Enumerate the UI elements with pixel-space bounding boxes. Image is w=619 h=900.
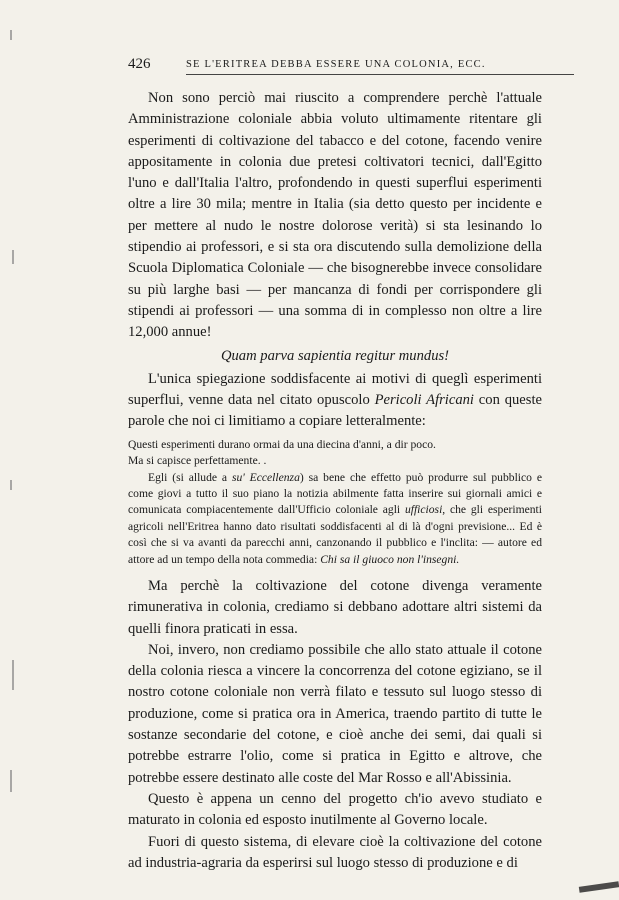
paragraph-1: Non sono perciò mai riuscito a comprendere perchè l'attuale Amministrazione coloniale abbia voluto ultimamente ritentare gli esperimenti di coltivazione del tabacco e del cotone, facendo venire appositamente in colonia due pretesi coltivatori tecnici, dall'Egitto l'uno e dall'Italia l'altro, profondendo in questi superflui esperimenti oltre a lire 30 mila; mentre in Italia (sia detto questo per incidente e per mettere al nudo le nostre dolorose verità) si sta lesinando lo stipendio ai professori, e si sta ora discutendo sulla demolizione della Scuola Diplomatica Coloniale — che bisognerebbe invece consolidare su più larghe basi — per mancanza di fondi per corrispondere gli stipendi ai professori — una somma di in complesso non oltre a lire 12,000 annue! xyxy=(128,90,542,341)
quote-text-a: Egli (si allude a xyxy=(148,470,232,484)
paragraph-2 xyxy=(128,369,542,433)
page-number: 426 xyxy=(128,56,151,72)
quote-emphasis-3: Chi sa il giuoco non l'insegni. xyxy=(320,552,460,566)
latin-motto: Quam parva sapientia regitur mundus! xyxy=(220,347,450,364)
quote-line-2: Ma si capisce perfettamente. . xyxy=(128,454,267,468)
quote-paragraph xyxy=(128,470,542,568)
paragraph-6: Fuori di questo sistema, di elevare cioè la coltivazione del cotone ad industria-agraria da esperirsi sul luogo stesso di produzione e di xyxy=(128,833,542,871)
margin-speck-1 xyxy=(10,30,12,40)
margin-speck-2 xyxy=(12,250,14,264)
paragraph-2-text-a: L'unica spiegazione soddisfacente ai motivi di queglì esperimenti superflui, venne data nel citato opuscolo xyxy=(128,370,542,409)
quote-line-1: Questi esperimenti durano ormai da una diecina d'anni, a dir poco. xyxy=(128,437,436,451)
block-quote xyxy=(128,437,542,568)
margin-speck-3 xyxy=(10,480,12,490)
paragraph-5: Questo è appena un cenno del progetto ch'io avevo studiato e maturato in colonia ed esposto inutilmente al Governo locale. xyxy=(128,790,542,829)
quote-text-b: ) sa bene che effetto può produrre sul pubblico e come giovi a tutto il suo piano la notizia abilmente fatta inserire sui giornali amici e comunicata compiacentemente dall'Ufficio coloniale agli xyxy=(128,470,543,517)
pamphlet-title: Pericoli Africani xyxy=(374,392,474,409)
running-header xyxy=(120,56,540,76)
paragraph-3: Ma perchè la coltivazione del cotone divenga veramente rimunerativa in colonia, crediamo si debbano adottare altri sistemi da quelli finora praticati in essa. xyxy=(128,578,542,637)
paragraph-4: Noi, invero, non crediamo possibile che allo stato attuale il cotone della colonia riesca a vincere la concorrenza del cotone egiziano, se il nostro cotone coloniale non verrà filato e tessuto sul luogo stesso di produzione, come si pratica ora in America, traendo partito di tutte le sostanze secondarie del cotone, e cioè anche dei semi, dai quali si potrebbe estrarre l'olio, come si pratica in Egitto e altrove, che potrebbe essere destinato alle coste del Mar Rosso e all'Abissinia. xyxy=(128,641,542,786)
quote-emphasis-2: ufficiosi xyxy=(404,503,443,517)
margin-speck-4 xyxy=(12,660,14,690)
header-rule xyxy=(186,74,574,75)
margin-speck-5 xyxy=(10,770,12,792)
quote-text-c: , che gli esperimenti agricoli nell'Eritrea hanno dato risultati soddisfacenti al di là d'ogni previsione... Ed è così che si va avanti da parecchi anni, canzonando il pubblico e l'inclita: — autore ed attore ad un tempo della nota commedia: xyxy=(128,503,542,566)
page-body xyxy=(128,88,542,874)
quote-emphasis-1: su' Eccellenza xyxy=(231,470,300,484)
ink-blot xyxy=(579,881,619,893)
paragraph-2-text-b: con queste parole che noi ci limitiamo a copiare letteralmente: xyxy=(128,392,542,430)
running-title: SE L'ERITREA DEBBA ESSERE UNA COLONIA, ECC. xyxy=(186,59,486,70)
